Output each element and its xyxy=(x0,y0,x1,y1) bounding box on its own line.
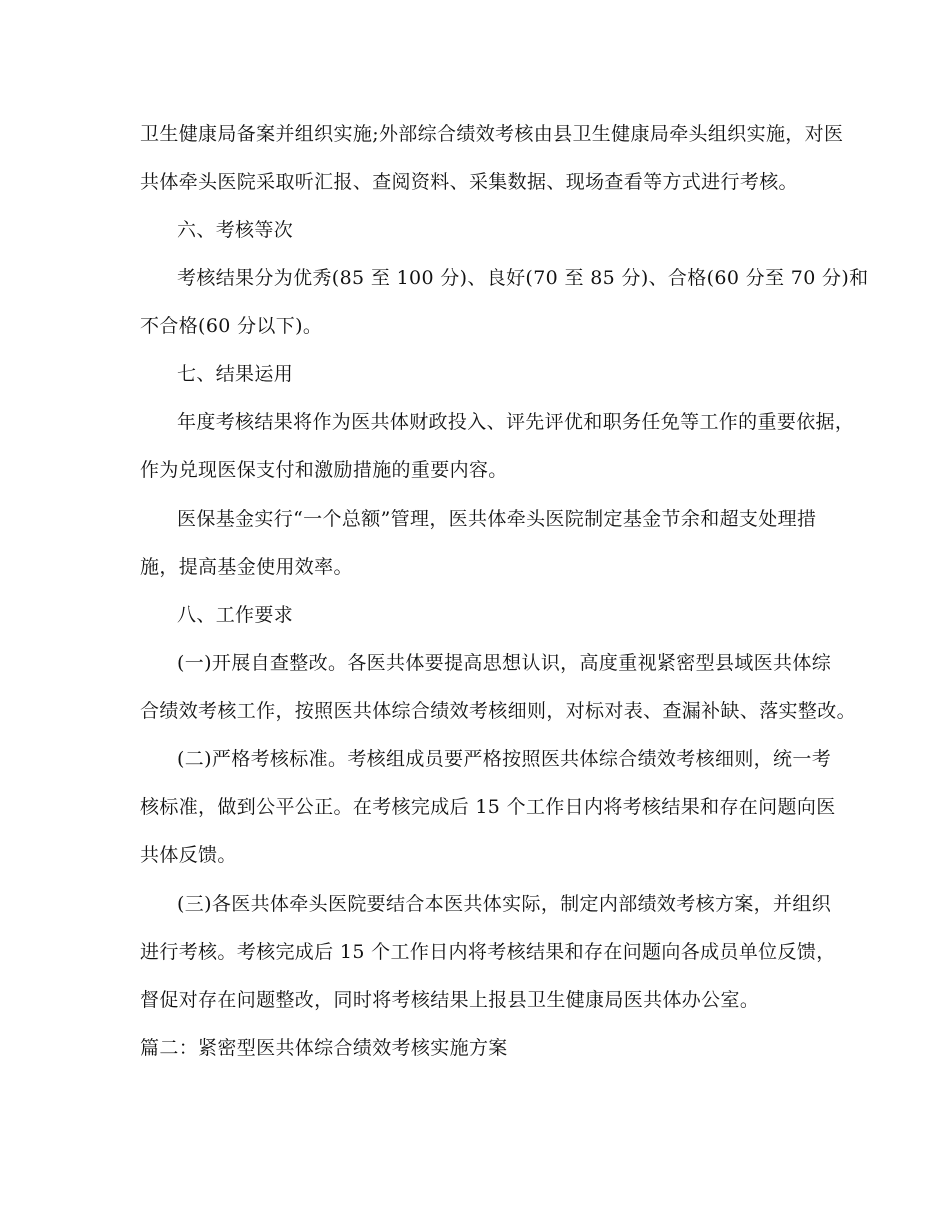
paragraph-line: 合绩效考核工作，按照医共体综合绩效考核细则，对标对表、查漏补缺、落实整改。 xyxy=(140,700,856,722)
paragraph-line: 督促对存在问题整改，同时将考核结果上报县卫生健康局医共体办公室。 xyxy=(140,989,760,1011)
paragraph-line: (二)严格考核标准。考核组成员要严格按照医共体综合绩效考核细则，统一考 xyxy=(177,748,832,770)
paragraph-line: 共体反馈。 xyxy=(140,844,237,866)
paragraph-line: (一)开展自查整改。各医共体要提高思想认识，高度重视紧密型县域医共体综 xyxy=(177,652,832,674)
paragraph-line: 医保基金实行“一个总额”管理，医共体牵头医院制定基金节余和超支处理措 xyxy=(177,508,817,530)
paragraph-line: 考核结果分为优秀(85 至 100 分)、良好(70 至 85 分)、合格(60 分至 70 分)和 xyxy=(177,267,869,289)
section-heading-6: 六、考核等次 xyxy=(177,219,294,241)
paragraph-line: (三)各医共体牵头医院要结合本医共体实际，制定内部绩效考核方案，并组织 xyxy=(177,893,832,915)
paragraph-line: 卫生健康局备案并组织实施;外部综合绩效考核由县卫生健康局牵头组织实施，对医 xyxy=(140,123,844,145)
paragraph-line: 作为兑现医保支付和激励措施的重要内容。 xyxy=(140,459,508,481)
paragraph-line: 年度考核结果将作为医共体财政投入、评先评优和职务任免等工作的重要依据， xyxy=(177,411,855,433)
chapter-title: 篇二：紧密型医共体综合绩效考核实施方案 xyxy=(140,1037,508,1059)
paragraph-line: 施，提高基金使用效率。 xyxy=(140,556,353,578)
paragraph-line: 共体牵头医院采取听汇报、查阅资料、采集数据、现场查看等方式进行考核。 xyxy=(140,171,798,193)
paragraph-line: 核标准，做到公平公正。在考核完成后 15 个工作日内将考核结果和存在问题向医 xyxy=(140,796,836,818)
section-heading-7: 七、结果运用 xyxy=(177,363,294,385)
section-heading-8: 八、工作要求 xyxy=(177,604,294,626)
paragraph-line: 进行考核。考核完成后 15 个工作日内将考核结果和存在问题向各成员单位反馈， xyxy=(140,941,836,963)
paragraph-line: 不合格(60 分以下)。 xyxy=(140,315,323,337)
